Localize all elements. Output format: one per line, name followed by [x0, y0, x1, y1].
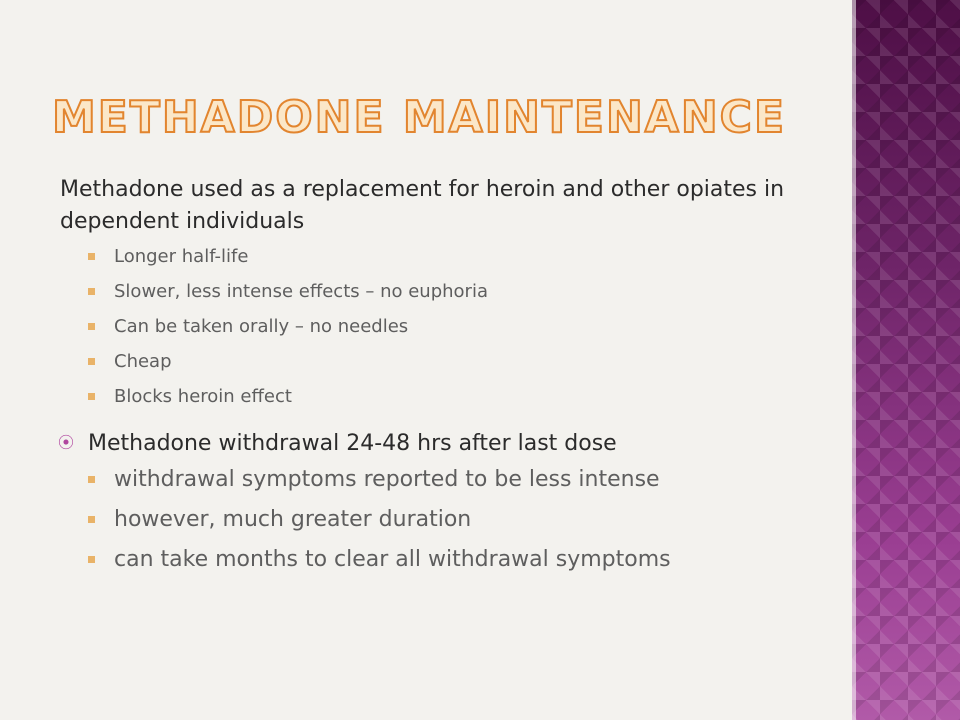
- decorative-side-panel: [852, 0, 960, 720]
- square-bullet-icon: [88, 516, 95, 523]
- list-item: Cheap: [88, 351, 820, 373]
- square-bullet-icon: [88, 358, 95, 365]
- slide-title: METHADONE MAINTENANCE: [52, 92, 787, 143]
- intro-points-list: [60, 246, 820, 408]
- square-bullet-icon: [88, 476, 95, 483]
- withdrawal-points-list: [60, 466, 820, 574]
- list-item: however, much greater duration: [88, 506, 820, 534]
- list-item: Can be taken orally – no needles: [88, 316, 820, 338]
- square-bullet-icon: [88, 393, 95, 400]
- list-item: Blocks heroin effect: [88, 386, 820, 408]
- square-bullet-icon: [88, 556, 95, 563]
- square-bullet-icon: [88, 253, 95, 260]
- square-bullet-icon: [88, 323, 95, 330]
- circled-dot-icon: ⦿: [57, 433, 74, 452]
- list-item: can take months to clear all withdrawal symptoms: [88, 546, 820, 574]
- side-panel-edge: [852, 0, 856, 720]
- list-item: Slower, less intense effects – no euphoria: [88, 281, 820, 303]
- square-bullet-icon: [88, 288, 95, 295]
- list-item: Longer half-life: [88, 246, 820, 268]
- slide-body: [57, 174, 820, 586]
- withdrawal-heading: ⦿ Methadone withdrawal 24-48 hrs after last dose: [57, 431, 617, 456]
- list-item: withdrawal symptoms reported to be less intense: [88, 466, 820, 494]
- intro-paragraph: Methadone used as a replacement for heroin and other opiates in dependent individuals: [60, 177, 785, 234]
